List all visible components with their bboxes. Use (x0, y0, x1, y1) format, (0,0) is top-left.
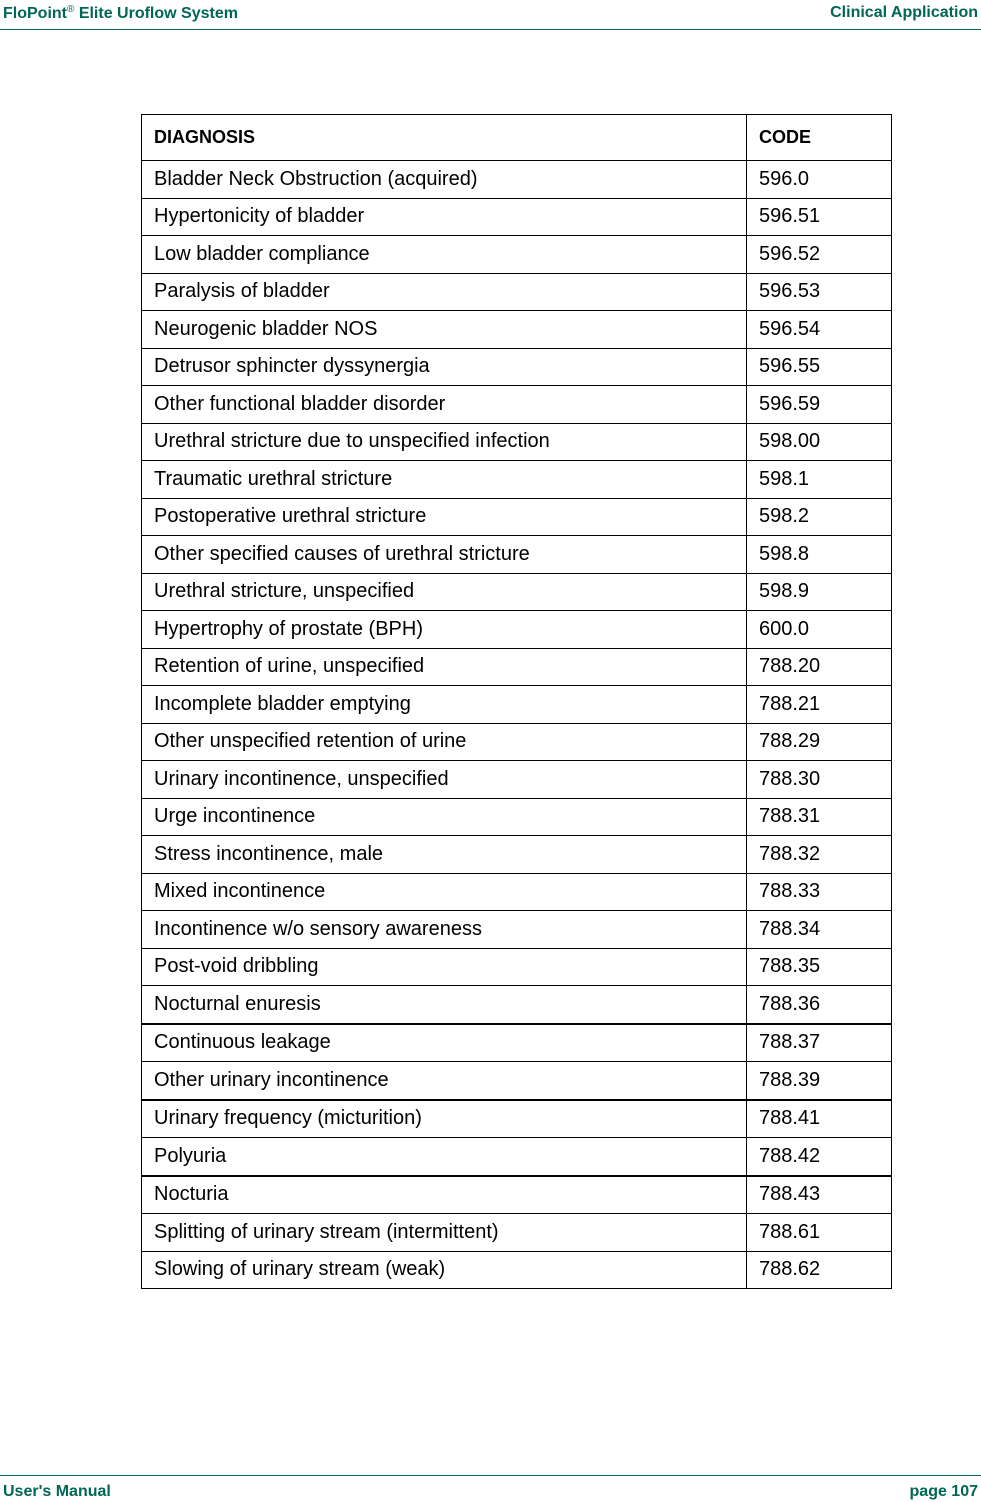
table-row (142, 686, 892, 724)
table-row (142, 611, 892, 649)
table-row (142, 573, 892, 611)
table-row (142, 198, 892, 236)
diagnosis-cell: Nocturia (142, 1176, 747, 1214)
diagnosis-cell: Continuous leakage (142, 1024, 747, 1062)
diagnosis-cell: Urge incontinence (142, 798, 747, 836)
code-cell: 598.00 (747, 423, 892, 461)
code-cell: 788.20 (747, 648, 892, 686)
page-header (0, 0, 981, 30)
code-cell: 596.54 (747, 311, 892, 349)
diagnosis-cell: Other specified causes of urethral stricture (142, 536, 747, 574)
table-row (142, 986, 892, 1024)
table-row (142, 873, 892, 911)
table-row (142, 648, 892, 686)
table-row (142, 1062, 892, 1100)
page-footer (0, 1475, 981, 1502)
diagnosis-code-table (141, 114, 892, 1289)
code-cell: 598.9 (747, 573, 892, 611)
code-cell: 788.21 (747, 686, 892, 724)
product-name: Elite Uroflow System (78, 5, 238, 22)
table-row (142, 1138, 892, 1176)
code-cell: 596.51 (747, 198, 892, 236)
code-cell: 788.29 (747, 723, 892, 761)
code-cell: 598.2 (747, 498, 892, 536)
table-row (142, 1024, 892, 1062)
table-row (142, 273, 892, 311)
brand-name: FloPoint (3, 5, 67, 22)
diagnosis-cell: Urinary incontinence, unspecified (142, 761, 747, 799)
diagnosis-cell: Retention of urine, unspecified (142, 648, 747, 686)
diagnosis-cell: Other functional bladder disorder (142, 386, 747, 424)
diagnosis-cell: Nocturnal enuresis (142, 986, 747, 1024)
diagnosis-cell: Mixed incontinence (142, 873, 747, 911)
table-row (142, 761, 892, 799)
code-cell: 788.37 (747, 1024, 892, 1062)
diagnosis-cell: Urinary frequency (micturition) (142, 1100, 747, 1138)
diagnosis-cell: Post-void dribbling (142, 948, 747, 986)
table-row (142, 1214, 892, 1252)
table-row (142, 348, 892, 386)
code-cell: 598.8 (747, 536, 892, 574)
diagnosis-cell: Neurogenic bladder NOS (142, 311, 747, 349)
table-row (142, 461, 892, 499)
table-row (142, 723, 892, 761)
code-cell: 788.39 (747, 1062, 892, 1100)
diagnosis-cell: Paralysis of bladder (142, 273, 747, 311)
code-cell: 598.1 (747, 461, 892, 499)
code-cell: 788.32 (747, 836, 892, 874)
table-row (142, 236, 892, 274)
table-row (142, 1176, 892, 1214)
footer-manual-label: User's Manual (3, 1483, 111, 1500)
diagnosis-cell: Hypertrophy of prostate (BPH) (142, 611, 747, 649)
registered-mark: ® (66, 4, 75, 15)
table-row (142, 161, 892, 199)
code-cell: 788.42 (747, 1138, 892, 1176)
code-cell: 600.0 (747, 611, 892, 649)
page-number: page 107 (909, 1483, 978, 1500)
code-cell: 788.36 (747, 986, 892, 1024)
table-row (142, 536, 892, 574)
table-row (142, 836, 892, 874)
header-section: Clinical Application (830, 4, 978, 21)
table-row (142, 1100, 892, 1138)
diagnosis-cell: Polyuria (142, 1138, 747, 1176)
table-row (142, 311, 892, 349)
code-cell: 596.52 (747, 236, 892, 274)
diagnosis-cell: Slowing of urinary stream (weak) (142, 1251, 747, 1289)
code-cell: 596.55 (747, 348, 892, 386)
diagnosis-cell: Incomplete bladder emptying (142, 686, 747, 724)
diagnosis-cell: Low bladder compliance (142, 236, 747, 274)
diagnosis-cell: Other unspecified retention of urine (142, 723, 747, 761)
diagnosis-cell: Other urinary incontinence (142, 1062, 747, 1100)
diagnosis-cell: Bladder Neck Obstruction (acquired) (142, 161, 747, 199)
code-cell: 596.0 (747, 161, 892, 199)
table-row (142, 1251, 892, 1289)
table-row (142, 798, 892, 836)
code-cell: 788.62 (747, 1251, 892, 1289)
code-cell: 596.59 (747, 386, 892, 424)
table-row (142, 498, 892, 536)
diagnosis-cell: Postoperative urethral stricture (142, 498, 747, 536)
code-cell: 788.33 (747, 873, 892, 911)
diagnosis-cell: Stress incontinence, male (142, 836, 747, 874)
diagnosis-cell: Traumatic urethral stricture (142, 461, 747, 499)
code-cell: 596.53 (747, 273, 892, 311)
code-cell: 788.61 (747, 1214, 892, 1252)
code-cell: 788.34 (747, 911, 892, 949)
code-cell: 788.35 (747, 948, 892, 986)
diagnosis-cell: Splitting of urinary stream (intermittent) (142, 1214, 747, 1252)
table-header-row (142, 115, 892, 161)
column-header-diagnosis: DIAGNOSIS (142, 115, 747, 161)
diagnosis-cell: Detrusor sphincter dyssynergia (142, 348, 747, 386)
table-row (142, 948, 892, 986)
diagnosis-cell: Incontinence w/o sensory awareness (142, 911, 747, 949)
diagnosis-cell: Urethral stricture due to unspecified infection (142, 423, 747, 461)
header-title (3, 4, 238, 23)
table-row (142, 423, 892, 461)
table-row (142, 911, 892, 949)
diagnosis-cell: Hypertonicity of bladder (142, 198, 747, 236)
column-header-code: CODE (747, 115, 892, 161)
code-cell: 788.30 (747, 761, 892, 799)
table-row (142, 386, 892, 424)
diagnosis-cell: Urethral stricture, unspecified (142, 573, 747, 611)
code-cell: 788.43 (747, 1176, 892, 1214)
code-cell: 788.31 (747, 798, 892, 836)
code-cell: 788.41 (747, 1100, 892, 1138)
